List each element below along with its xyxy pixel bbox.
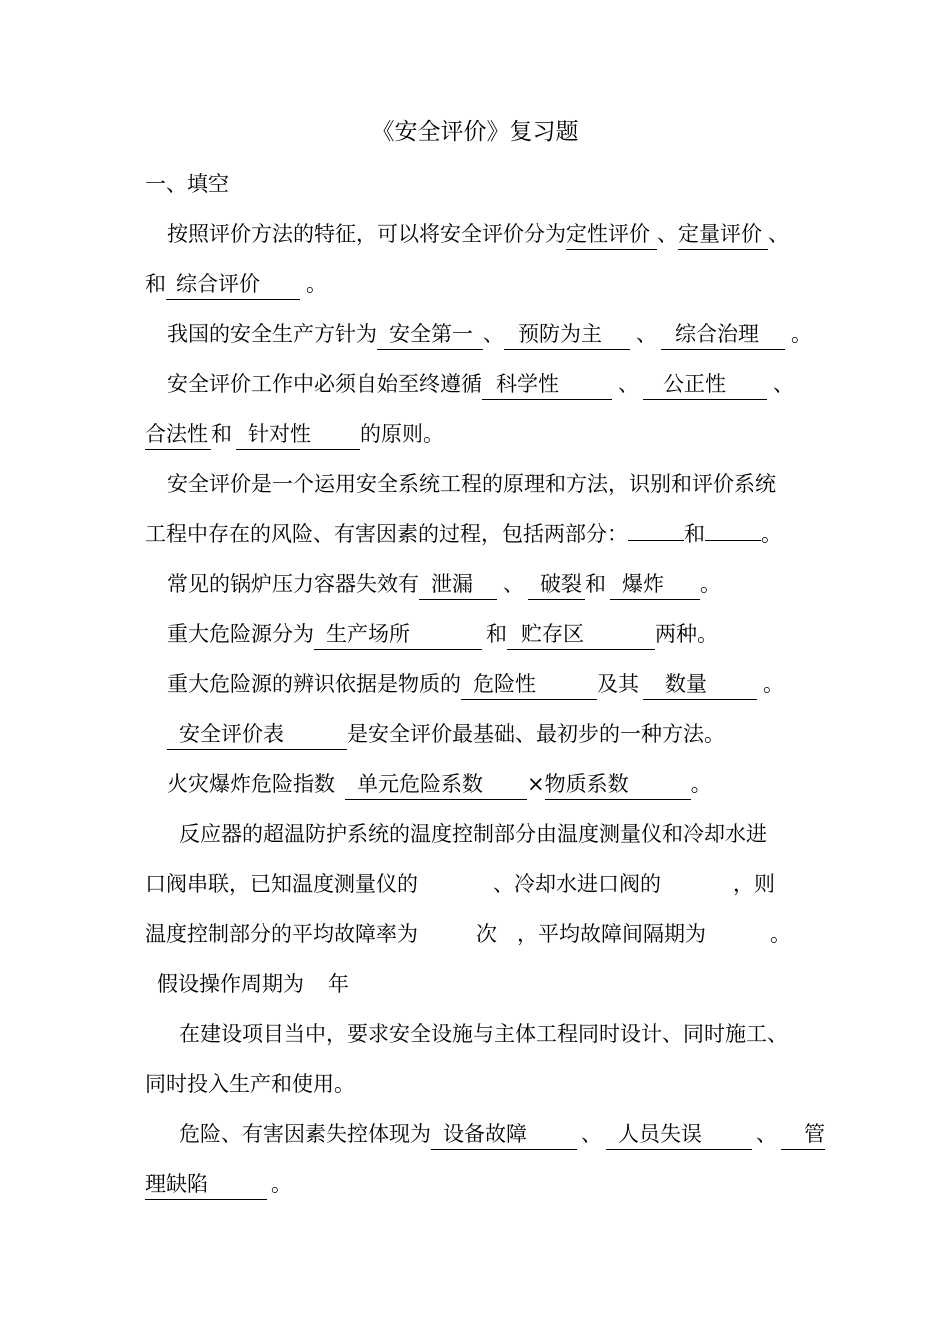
- question-5: 常见的锅炉压力容器失效有 泄漏 、 破裂 和 爆炸 。: [167, 566, 837, 602]
- question-8: 安全评价表 是安全评价最基础、最初步的一种方法。: [167, 716, 837, 752]
- answer-blank: 安全评价表: [167, 719, 347, 750]
- answer-blank: [705, 540, 761, 541]
- answer-blank: 危险性: [461, 669, 597, 700]
- question-2: 我国的安全生产方针为 安全第一 、 预防为主 、 综合治理 。: [167, 316, 837, 352]
- answer-blank: 合法性: [145, 419, 211, 450]
- page-title: 《安全评价》复习题: [371, 119, 579, 145]
- answer-blank: 定量评价: [678, 219, 768, 250]
- answer-blank: 科学性: [482, 369, 612, 400]
- question-10-line-4: 假设操作周期为 年: [157, 972, 349, 996]
- answer-blank: 生产场所: [314, 619, 482, 650]
- question-11-line-2: 同时投入生产和使用。: [145, 1072, 355, 1096]
- question-6: 重大危险源分为 生产场所 和 贮存区 两种。: [167, 616, 837, 652]
- question-4-line-1: 安全评价是一个运用安全系统工程的原理和方法，识别和评价系统: [167, 472, 776, 496]
- answer-blank: 安全第一: [377, 319, 483, 350]
- answer-blank: 公正性: [643, 369, 767, 400]
- answer-blank: 数量: [643, 669, 757, 700]
- question-10-line-3: 温度控制部分的平均故障率为 次 ，平均故障间隔期为 。: [145, 922, 791, 946]
- answer-blank: 设备故障: [431, 1119, 577, 1150]
- answer-blank: 定性评价: [566, 219, 657, 250]
- answer-blank: 预防为主: [504, 319, 630, 350]
- answer-blank: 针对性: [236, 419, 360, 450]
- question-11-line-1: 在建设项目当中，要求安全设施与主体工程同时设计、同时施工、: [179, 1022, 788, 1046]
- answer-blank: 泄漏: [419, 569, 497, 600]
- answer-blank: 贮存区: [507, 619, 655, 650]
- question-10-line-2: 口阀串联，已知温度测量仪的 、冷却水进口阀的 ，则: [145, 872, 775, 896]
- question-10-line-1: 反应器的超温防护系统的温度控制部分由温度测量仪和冷却水进: [179, 822, 767, 846]
- section-heading: 一、填空: [145, 172, 229, 196]
- question-1-line-2: 和 综合评价 。: [145, 266, 815, 302]
- question-12-line-1: 危险、有害因素失控体现为 设备故障 、 人员失误 、 管: [179, 1116, 849, 1152]
- answer-blank: 理缺陷: [145, 1169, 267, 1200]
- question-7: 重大危险源的辨识依据是物质的 危险性 及其 数量 。: [167, 666, 837, 702]
- question-4-line-2: 工程中存在的风险、有害因素的过程，包括两部分： 和 。: [145, 522, 782, 546]
- question-1-line-1: 按照评价方法的特征，可以将安全评价分为定性评价 、定量评价 、: [167, 216, 837, 252]
- answer-blank: 综合评价: [166, 269, 300, 300]
- question-12-line-2: 理缺陷 。: [145, 1166, 815, 1202]
- answer-blank: 单元危险系数: [345, 769, 527, 800]
- answer-blank: [628, 540, 684, 541]
- answer-blank: 管: [781, 1119, 825, 1150]
- answer-blank: 破裂: [528, 569, 585, 600]
- answer-blank: 物质系数: [545, 769, 691, 800]
- answer-blank: 爆炸: [610, 569, 700, 600]
- question-9: 火灾爆炸危险指数 单元危险系数 ×物质系数 。: [167, 766, 837, 802]
- question-3-line-2: 合法性 和 针对性 的原则。: [145, 416, 815, 452]
- question-3-line-1: 安全评价工作中必须自始至终遵循 科学性 、 公正性 、: [167, 366, 837, 402]
- answer-blank: 综合治理: [661, 319, 785, 350]
- answer-blank: 人员失误: [606, 1119, 752, 1150]
